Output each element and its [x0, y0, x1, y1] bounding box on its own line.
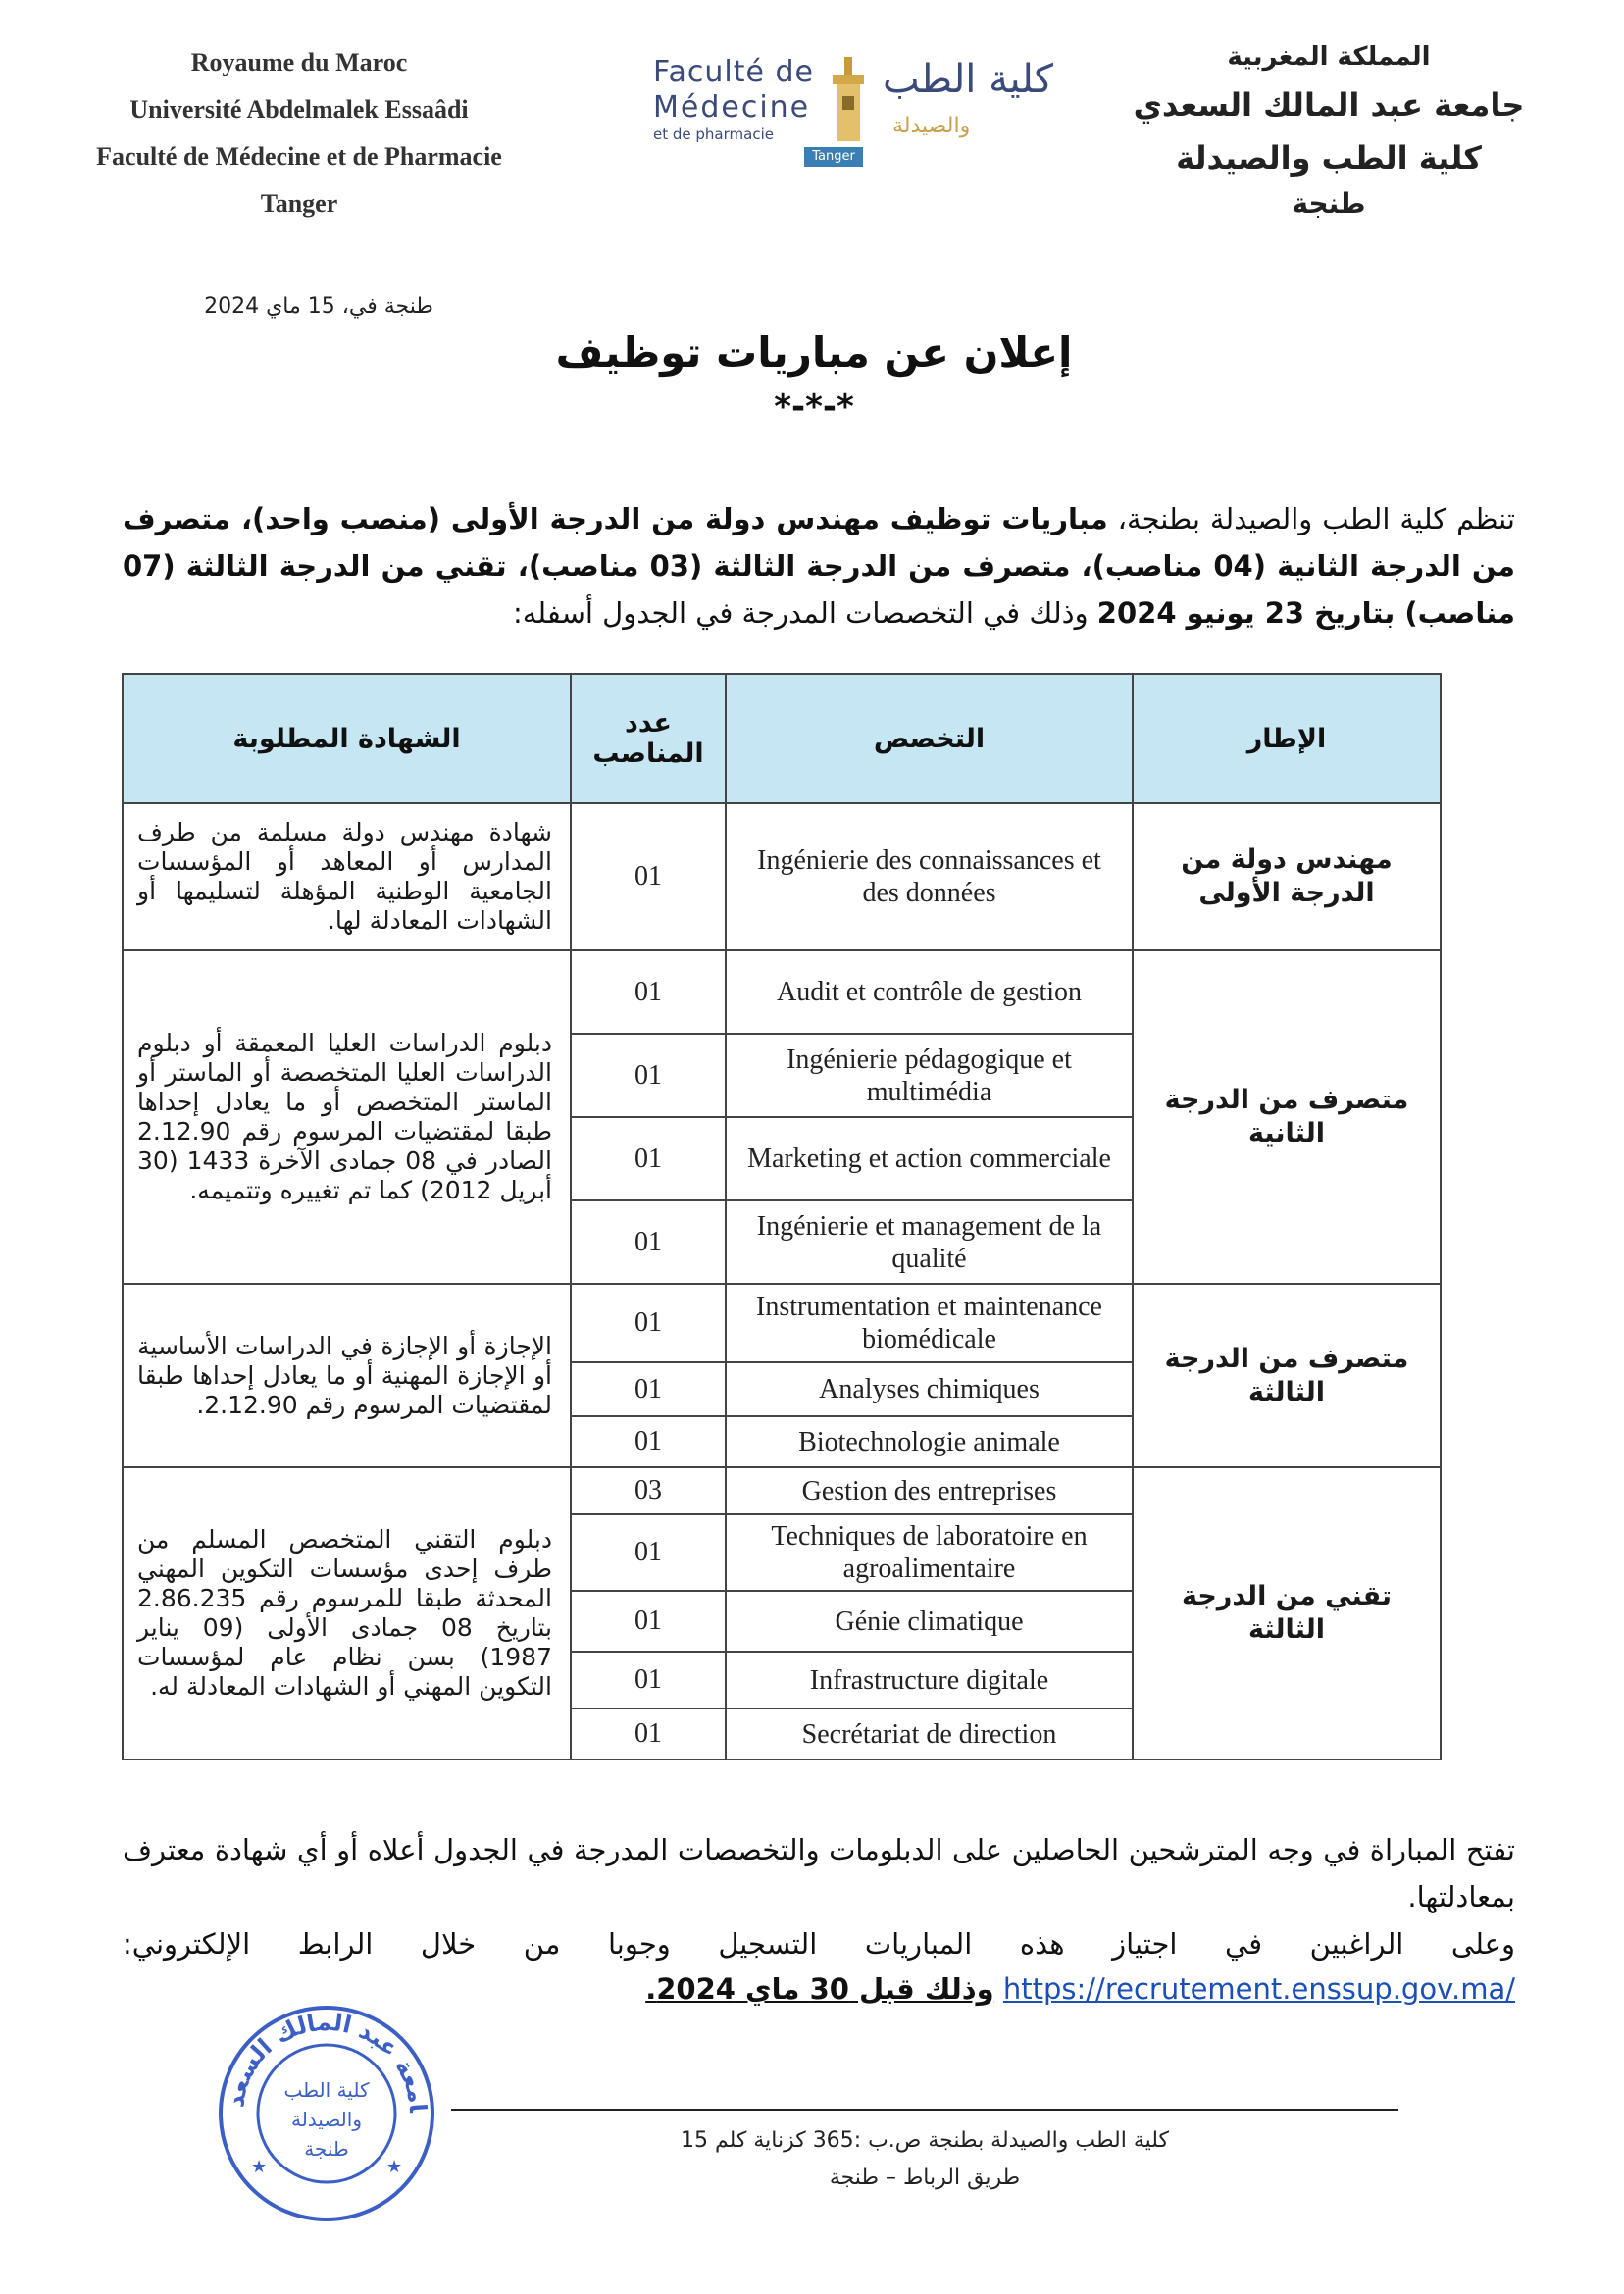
logo-text-fr: et de pharmacie: [653, 126, 774, 143]
header-arabic: [1118, 35, 1540, 224]
faculty-logo: [647, 49, 1059, 177]
stamp-ring-text: امعة عبد المالك السعد: [222, 2008, 432, 2114]
footer-divider: [451, 2109, 1398, 2111]
header-fr-line: Royaume du Maroc: [190, 48, 408, 76]
document-title: إعلان عن مباريات توظيف: [555, 329, 1073, 377]
positions-table: [122, 673, 1442, 1760]
header-ar-line: طنجة: [1292, 187, 1366, 220]
deadline-text: وذلك قبل 30 ماي 2024.: [645, 1972, 994, 2006]
certificate-cell: الإجازة أو الإجازة في الدراسات الأساسية أو الإجازة المهنية أو ما يعادل إحداها طبقا لمقتضيات المرسوم رقم 2.12.90.: [123, 1284, 571, 1467]
specialty-cell: Gestion des entreprises: [726, 1467, 1133, 1514]
footer-address: كلية الطب والصيدلة بطنجة ص.ب :365 كزناية كلم 15: [680, 2128, 1170, 2153]
intro-bold-text: مباريات توظيف مهندس دولة من الدرجة الأولى (منصب واحد)، متصرف من الدرجة الثانية (04 مناصب)، متصرف من الدرجة الثالثة (03 مناصب)، تقني من الدرجة الثالثة (07 مناصب) بتاريخ 23 يونيو 2024: [123, 502, 1515, 630]
posts-cell: 03: [571, 1467, 726, 1514]
star-icon: ★: [251, 2157, 268, 2177]
specialty-cell: Ingénierie pédagogique et multimédia: [726, 1034, 1133, 1117]
stamp-seal-icon: [214, 2001, 439, 2226]
certificate-cell: شهادة مهندس دولة مسلمة من طرف المدارس أو المعاهد أو المؤسسات الجامعية الوطنية المؤهلة لتسليمها أو الشهادات المعادلة لها.: [123, 803, 571, 950]
table-header-row: [123, 674, 1441, 803]
official-stamp: [214, 2001, 439, 2226]
logo-text-ar: والصيدلة: [892, 114, 971, 138]
logo-text-fr: Faculté de: [653, 55, 814, 89]
specialty-cell: Marketing et action commerciale: [726, 1117, 1133, 1200]
header-ar-line: المملكة المغربية: [1227, 42, 1431, 72]
posts-cell: 01: [571, 1591, 726, 1652]
document-date: طنجة في، 15 ماي 2024: [204, 294, 433, 319]
posts-cell: 01: [571, 803, 726, 950]
stamp-center-text: طنجة: [304, 2137, 349, 2161]
specialty-cell: Ingénierie et management de la qualité: [726, 1200, 1133, 1284]
posts-cell: 01: [571, 1416, 726, 1467]
table-row: [123, 1284, 1441, 1362]
specialty-cell: Instrumentation et maintenance biomédicale: [726, 1284, 1133, 1362]
specialty-cell: Analyses chimiques: [726, 1362, 1133, 1416]
specialty-cell: Infrastructure digitale: [726, 1652, 1133, 1708]
logo-text-fr: Médecine: [653, 90, 811, 125]
specialty-cell: Audit et contrôle de gestion: [726, 950, 1133, 1034]
star-icon: ★: [386, 2157, 403, 2177]
registration-link[interactable]: https://recrutement.enssup.gov.ma/: [1002, 1972, 1515, 2006]
header-ar-line: جامعة عبد المالك السعدي: [1133, 86, 1525, 124]
header-fr-line: Université Abdelmalek Essaâdi: [129, 95, 469, 124]
posts-cell: 01: [571, 1514, 726, 1591]
tower-icon: [819, 53, 878, 151]
specialty-cell: Secrétariat de direction: [726, 1708, 1133, 1759]
posts-cell: 01: [571, 1708, 726, 1759]
logo-text-ar: كلية الطب: [883, 57, 1053, 102]
posts-cell: 01: [571, 1034, 726, 1117]
col-header-cadre: الإطار: [1133, 674, 1441, 803]
posts-cell: 01: [571, 1117, 726, 1200]
header-ar-line: كلية الطب والصيدلة: [1176, 139, 1482, 177]
posts-cell: 01: [571, 1284, 726, 1362]
certificate-cell: دبلوم الدراسات العليا المعمقة أو دبلوم الدراسات العليا المتخصصة أو الماستر أو الماستر المتخصص أو ما يعادل إحداها طبقا لمقتضيات المرسوم رقم 2.12.90 الصادر في 08 جمادى الآخرة 1433 (30 أبريل 2012) كما تم تغييره وتتميمه.: [123, 950, 571, 1284]
specialty-cell: Biotechnologie animale: [726, 1416, 1133, 1467]
table-row: [123, 803, 1441, 950]
intro-paragraph: [123, 495, 1515, 637]
stamp-center-text: والصيدلة: [290, 2108, 363, 2131]
cadre-cell: متصرف من الدرجة الثالثة: [1133, 1284, 1441, 1467]
posts-cell: 01: [571, 1652, 726, 1708]
cadre-cell: متصرف من الدرجة الثانية: [1133, 950, 1441, 1284]
col-header-posts: عدد المناصب: [571, 674, 726, 803]
cadre-cell: مهندس دولة من الدرجة الأولى: [1133, 803, 1441, 950]
col-header-specialty: التخصص: [726, 674, 1133, 803]
header-fr-line: Tanger: [260, 189, 338, 218]
header-fr-line: Faculté de Médecine et de Pharmacie: [96, 142, 502, 171]
table-row: [123, 950, 1441, 1034]
title-separator: *-*-*: [774, 387, 854, 427]
posts-cell: 01: [571, 1362, 726, 1416]
table-row: [123, 1467, 1441, 1514]
posts-cell: 01: [571, 950, 726, 1034]
certificate-cell: دبلوم التقني المتخصص المسلم من طرف إحدى مؤسسات التكوين المهني المحدثة طبقا للمرسوم رقم 2.86.235 بتاريخ 08 جمادى الأولى (09 يناير 1987) بسن نظام عام لمؤسسات التكوين المهني أو الشهادات المعادلة له.: [123, 1467, 571, 1759]
posts-cell: 01: [571, 1200, 726, 1284]
specialty-cell: Ingénierie des connaissances et des données: [726, 803, 1133, 950]
intro-text: وذلك في التخصصات المدرجة في الجدول أسفله:: [512, 596, 1097, 630]
col-header-certificate: الشهادة المطلوبة: [123, 674, 571, 803]
logo-city-badge: Tanger: [804, 147, 863, 167]
stamp-center-text: كلية الطب: [283, 2078, 370, 2102]
registration-paragraph: وعلى الراغبين في اجتياز هذه المباريات التسجيل وجوبا من خلال الرابط الإلكتروني:: [123, 1927, 1515, 1961]
intro-text: تنظم كلية الطب والصيدلة بطنجة،: [1107, 502, 1515, 535]
specialty-cell: Techniques de laboratoire en agroalimentaire: [726, 1514, 1133, 1591]
cadre-cell: تقني من الدرجة الثالثة: [1133, 1467, 1441, 1759]
footer-address: طريق الرباط – طنجة: [829, 2166, 1021, 2190]
eligibility-paragraph: تفتح المباراة في وجه المترشحين الحاصلين على الدبلومات والتخصصات المدرجة في الجدول أعلاه أو أي شهادة معترف بمعادلتها.: [123, 1833, 1515, 1913]
specialty-cell: Génie climatique: [726, 1591, 1133, 1652]
header-french: [88, 39, 510, 228]
